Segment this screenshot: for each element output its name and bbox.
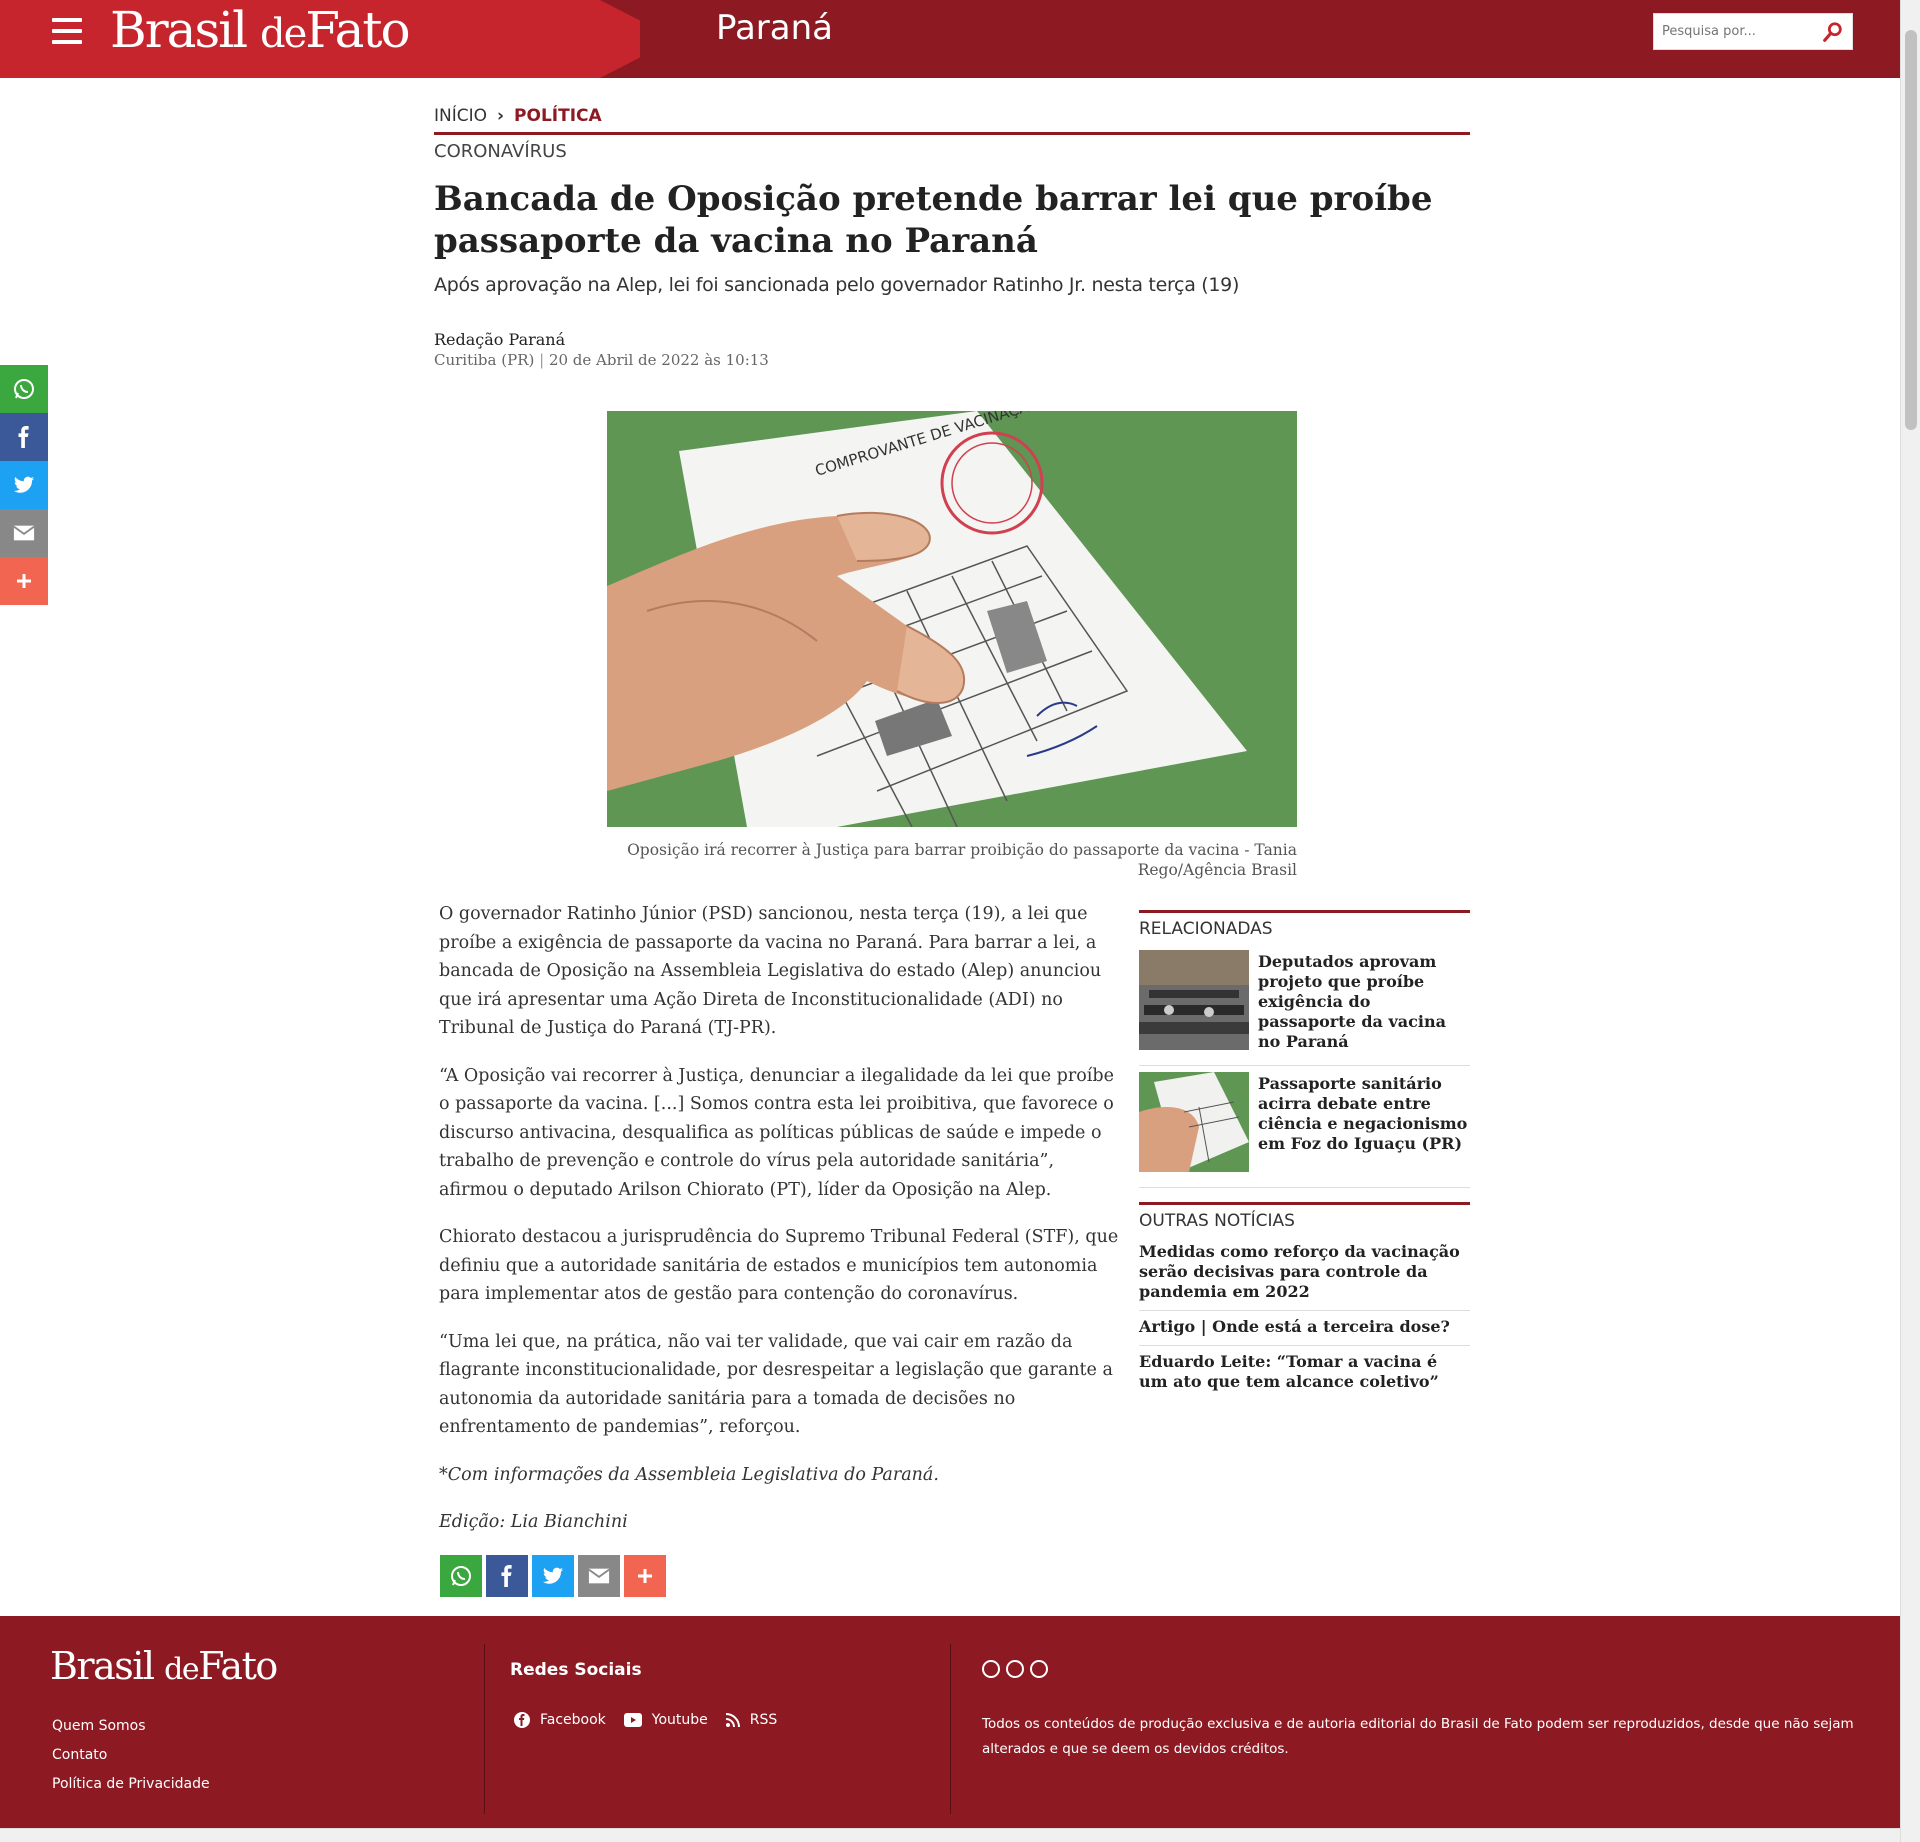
other-news-item[interactable]: Eduardo Leite: “Tomar a vacina é um ato que tem alcance coletivo”	[1139, 1352, 1439, 1391]
related-title[interactable]: Passaporte sanitário acirra debate entre ciência e negacionismo em Foz do Iguaçu (PR)	[1258, 1074, 1468, 1153]
whatsapp-icon	[449, 1564, 473, 1588]
scrollbar-thumb[interactable]	[1905, 30, 1917, 430]
creative-commons-icons[interactable]	[982, 1660, 1048, 1678]
breadcrumb-separator-icon: ›	[497, 106, 505, 126]
article-hat[interactable]: CORONAVÍRUS	[434, 141, 567, 162]
divider	[434, 132, 1470, 135]
footer-link-contato[interactable]: Contato	[52, 1747, 108, 1763]
rss-icon	[726, 1713, 740, 1727]
vertical-scrollbar[interactable]	[1900, 0, 1920, 1842]
article-meta: Curitiba (PR) | 20 de Abril de 2022 às 10:13	[434, 351, 769, 369]
whatsapp-share-button[interactable]	[0, 365, 48, 413]
menu-icon[interactable]	[52, 18, 82, 44]
more-share-button[interactable]	[0, 557, 48, 605]
article-subtitle: Após aprovação na Alep, lei foi sancionada pelo governador Ratinho Jr. nesta terça (19)	[434, 274, 1240, 296]
facebook-icon	[13, 426, 35, 448]
plus-icon	[636, 1567, 654, 1585]
edition-credit: Edição: Lia Bianchini	[439, 1512, 628, 1532]
youtube-icon	[624, 1713, 642, 1727]
source-note: *Com informações da Assembleia Legislativa do Paraná.	[439, 1464, 939, 1485]
facebook-icon	[514, 1712, 530, 1728]
section-title[interactable]: Paraná	[716, 8, 834, 48]
related-header: RELACIONADAS	[1139, 910, 1470, 944]
footer-links	[52, 1712, 210, 1799]
top-header	[0, 0, 1900, 78]
email-icon	[13, 524, 35, 542]
article-share-bar	[440, 1555, 666, 1597]
social-links	[514, 1712, 777, 1728]
related-title[interactable]: Deputados aprovam projeto que proíbe exigência do passaporte da vacina no Paraná	[1258, 952, 1446, 1051]
footer-divider	[950, 1644, 951, 1814]
cc-icon	[982, 1660, 1000, 1678]
article-title: Bancada de Oposição pretende barrar lei que proíbe passaporte da vacina no Paraná	[434, 179, 1433, 261]
paragraph: O governador Ratinho Júnior (PSD) sancionou, nesta terça (19), a lei que proíbe a exigência de passaporte da vacina no Paraná. Para barrar a lei, a bancada de Oposição na Assembleia Legislativa do estado (Alep) anunciou que irá apresentar uma Ação Direta de Inconstitucionalidade (ADI) no Tribunal de Justiça do Paraná (TJ-PR).	[439, 904, 1102, 1038]
search-input[interactable]	[1654, 15, 1814, 49]
breadcrumb-home[interactable]: INÍCIO	[434, 106, 488, 126]
copyright-text: Todos os conteúdos de produção exclusiva e de autoria editorial do Brasil de Fato podem ser reproduzidos, desde que não sejam alterados e que se deem os devidos créditos.	[982, 1716, 1854, 1757]
search-icon[interactable]	[1822, 21, 1844, 43]
other-news-item[interactable]: Artigo | Onde está a terceira dose?	[1139, 1311, 1470, 1346]
more-share-button[interactable]	[624, 1555, 666, 1597]
email-share-button[interactable]	[578, 1555, 620, 1597]
email-icon	[588, 1567, 610, 1585]
article-body	[439, 900, 1119, 1556]
no-derivatives-icon	[1030, 1660, 1048, 1678]
breadcrumb	[434, 106, 602, 126]
photo-caption: Oposição irá recorrer à Justiça para barrar proibição do passaporte da vacina - Tania Rego/Agência Brasil	[627, 841, 1297, 879]
youtube-link[interactable]: Youtube	[624, 1712, 708, 1728]
site-logo[interactable]: Brasil deFato	[110, 1, 409, 59]
footer-divider	[484, 1644, 485, 1814]
footer-logo[interactable]: Brasil deFato	[50, 1644, 277, 1688]
attribution-icon	[1006, 1660, 1024, 1678]
paragraph: Chiorato destacou a jurisprudência do Supremo Tribunal Federal (STF), que definiu que a autoridade sanitária de estados e municípios tem autonomia para implementar atos de gestão para contenção do coronavírus.	[439, 1227, 1119, 1304]
breadcrumb-category[interactable]: POLÍTICA	[514, 106, 602, 126]
related-item[interactable]	[1139, 1066, 1470, 1188]
facebook-icon	[496, 1565, 518, 1587]
article-author: Redação Paraná	[434, 330, 566, 349]
horizontal-scrollbar[interactable]	[0, 1828, 1900, 1842]
twitter-share-button[interactable]	[532, 1555, 574, 1597]
rss-link[interactable]: RSS	[726, 1712, 778, 1728]
footer-link-quem-somos[interactable]: Quem Somos	[52, 1718, 146, 1734]
paragraph: “Uma lei que, na prática, não vai ter validade, que vai cair em razão da flagrante inconstitucionalidade, por desrespeitar a legislação que garante a autonomia da autoridade sanitária para a tomada de decisões no enfrentamento de pandemias”, reforçou.	[439, 1331, 1113, 1437]
facebook-share-button[interactable]	[0, 413, 48, 461]
social-header: Redes Sociais	[510, 1660, 642, 1680]
twitter-icon	[12, 474, 36, 496]
twitter-share-button[interactable]	[0, 461, 48, 509]
article-date: 20 de Abril de 2022 às 10:13	[548, 351, 769, 369]
article-location: Curitiba (PR)	[434, 351, 535, 369]
related-thumbnail[interactable]	[1139, 950, 1249, 1050]
search-box	[1653, 13, 1853, 50]
footer	[0, 1616, 1900, 1828]
article-photo[interactable]	[607, 411, 1297, 827]
other-news-header: OUTRAS NOTÍCIAS	[1139, 1202, 1470, 1236]
related-item[interactable]	[1139, 944, 1470, 1066]
facebook-share-button[interactable]	[486, 1555, 528, 1597]
vaccine-card-image	[607, 411, 1297, 827]
sidebar	[1139, 910, 1470, 1400]
other-news-item[interactable]: Medidas como reforço da vacinação serão decisivas para controle da pandemia em 2022	[1139, 1236, 1470, 1311]
whatsapp-icon	[12, 377, 36, 401]
paragraph: “A Oposição vai recorrer à Justiça, denunciar a ilegalidade da lei que proíbe o passaporte da vacina. [...] Somos contra esta lei proibitiva, que favorece o discurso antivacina, desqualifica as políticas públicas de saúde e impede o trabalho de prevenção e controle do vírus pela autoridade sanitária”, afirmou o deputado Arilson Chiorato (PT), líder da Oposição na Alep.	[439, 1065, 1114, 1200]
email-share-button[interactable]	[0, 509, 48, 557]
footer-link-privacidade[interactable]: Política de Privacidade	[52, 1776, 210, 1792]
facebook-link[interactable]: Facebook	[514, 1712, 606, 1728]
side-share-bar	[0, 365, 48, 605]
whatsapp-share-button[interactable]	[440, 1555, 482, 1597]
related-thumbnail[interactable]	[1139, 1072, 1249, 1172]
twitter-icon	[541, 1565, 565, 1587]
plus-icon	[15, 572, 33, 590]
